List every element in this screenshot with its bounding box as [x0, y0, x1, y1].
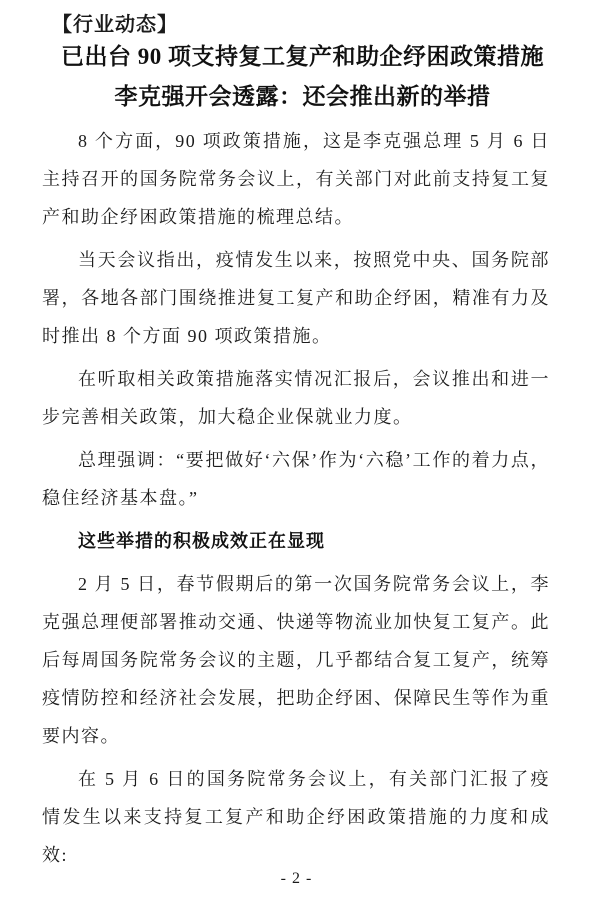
section-label: 【行业动态】 [52, 14, 178, 36]
page-number: - 2 - [280, 870, 313, 887]
paragraph-5: 2 月 5 日，春节假期后的第一次国务院常务会议上，李克强总理便部署推动交通、快递等物流业加快复工复产。此后每周国务院常务会议的主题，几乎都结合复工复产，统筹疫情防控和经济社会发展，把助企纾困、保障民生等作为重要内容。 [42, 574, 550, 746]
paragraph-1: 8 个方面，90 项政策措施，这是李克强总理 5 月 6 日主持召开的国务院常务会议上，有关部门对此前支持复工复产和助企纾困政策措施的梳理总结。 [42, 131, 550, 227]
article-title-line-2: 李克强开会透露：还会推出新的举措 [114, 84, 491, 109]
subheading: 这些举措的积极成效正在显现 [78, 531, 325, 551]
article-title [0, 37, 605, 117]
paragraph-3: 在听取相关政策措施落实情况汇报后，会议推出和进一步完善相关政策，加大稳企业保就业力度。 [42, 369, 550, 427]
article-body [42, 122, 550, 879]
paragraph-4: 总理强调：“要把做好‘六保’作为‘六稳’工作的着力点，稳住经济基本盘。” [42, 450, 550, 508]
paragraph-2: 当天会议指出，疫情发生以来，按照党中央、国务院部署，各地各部门围绕推进复工复产和助企纾困，精准有力及时推出 8 个方面 90 项政策措施。 [42, 250, 550, 346]
article-title-line-1: 已出台 90 项支持复工复产和助企纾困政策措施 [61, 44, 544, 69]
paragraph-6: 在 5 月 6 日的国务院常务会议上，有关部门汇报了疫情发生以来支持复工复产和助企纾困政策措施的力度和成效: [42, 769, 550, 865]
